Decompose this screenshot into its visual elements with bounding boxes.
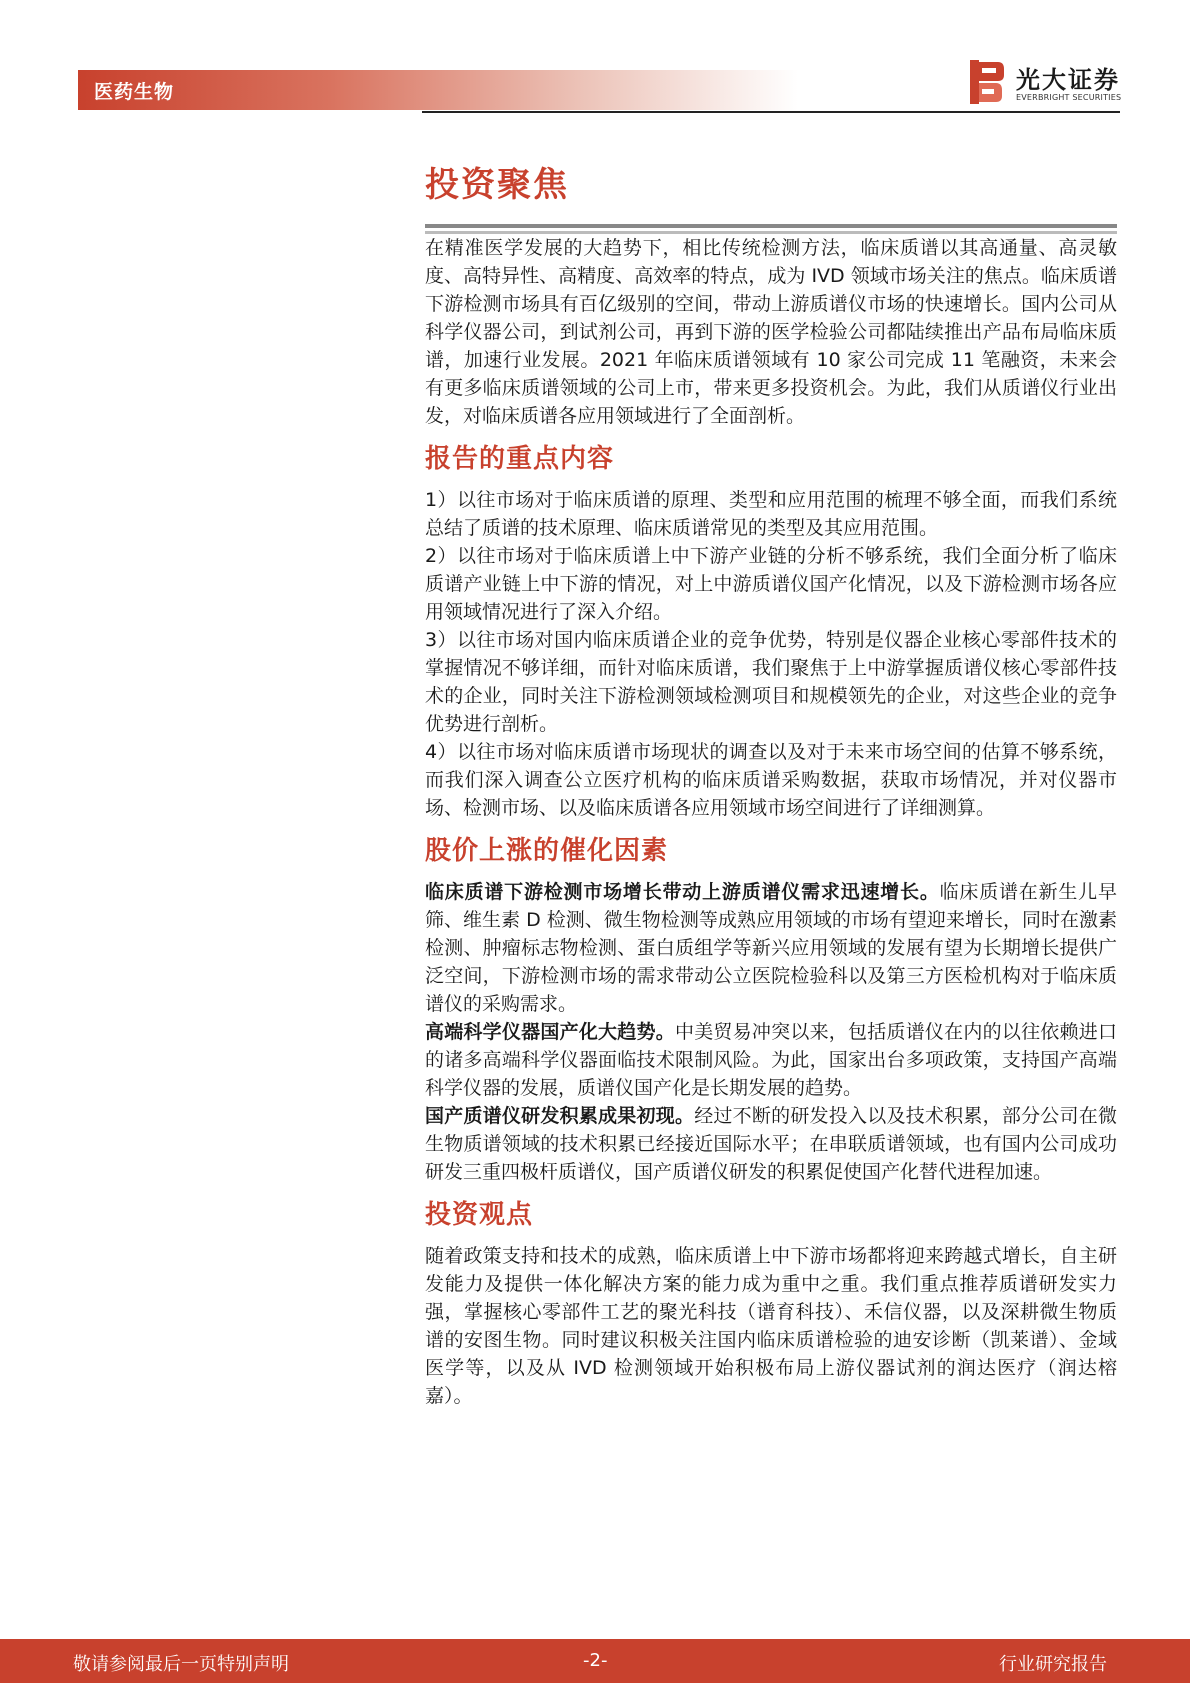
key-content-item: 4）以往市场对临床质谱市场现状的调查以及对于未来市场空间的估算不够系统，而我们深入调查公立医疗机构的临床质谱采购数据，获取市场情况，并对仪器市场、检测市场、以及临床质谱各应用领域市场空间进行了详细测算。: [425, 741, 1117, 819]
footer-disclaimer: 敬请参阅最后一页特别声明: [73, 1654, 289, 1675]
catalyst-lead: 临床质谱下游检测市场增长带动上游质谱仪需求迅速增长。: [425, 881, 940, 903]
report-body: [425, 160, 1117, 1410]
header-band: [78, 70, 798, 110]
catalyst-item: [425, 1018, 1117, 1102]
key-content-item: 1）以往市场对于临床质谱的原理、类型和应用范围的梳理不够全面，而我们系统总结了质谱的技术原理、临床质谱常见的类型及其应用范围。: [425, 489, 1117, 539]
investment-view-paragraph: 随着政策支持和技术的成熟，临床质谱上中下游市场都将迎来跨越式增长，自主研发能力及提供一体化解决方案的能力成为重中之重。我们重点推荐质谱研发实力强，掌握核心零部件工艺的聚光科技（谱育科技）、禾信仪器，以及深耕微生物质谱的安图生物。同时建议积极关注国内临床质谱检验的迪安诊断（凯莱谱）、金域医学等，以及从 IVD 检测领域开始积极布局上游仪器试剂的润达医疗（润达榕嘉）。: [425, 1245, 1117, 1407]
catalyst-item: [425, 1102, 1117, 1186]
catalyst-lead: 高端科学仪器国产化大趋势。: [425, 1021, 675, 1043]
catalyst-lead: 国产质谱仪研发积累成果初现。: [425, 1105, 695, 1127]
page-title: 投资聚焦: [425, 165, 569, 205]
everbright-logo: [968, 58, 1120, 106]
catalyst-text: 临床质谱在新生儿早筛、维生素 D 检测、微生物检测等成熟应用领域的市场有望迎来增长，同时在激素检测、肿瘤标志物检测、蛋白质组学等新兴应用领域的发展有望为长期增长提供广泛空间，下游检测市场的需求带动公立医院检验科以及第三方医检机构对于临床质谱仪的采购需求。: [425, 881, 1117, 1015]
page-number: -2-: [583, 1650, 608, 1671]
everbright-logo-icon: [968, 60, 1008, 104]
catalyst-text: 经过不断的研发投入以及技术积累，部分公司在微生物质谱领域的技术积累已经接近国际水平；在串联质谱领域，也有国内公司成功研发三重四极杆质谱仪，国产质谱仪研发的积累促使国产化替代进程加速。: [425, 1105, 1117, 1183]
title-divider: [425, 224, 1117, 228]
header-divider: [422, 111, 1120, 113]
section-title-investment-view: 投资观点: [425, 1200, 534, 1230]
page-footer: [0, 1639, 1190, 1683]
report-type: 行业研究报告: [999, 1654, 1107, 1675]
key-content-item: 2）以往市场对于临床质谱上中下游产业链的分析不够系统，我们全面分析了临床质谱产业链上中下游的情况，对上中游质谱仪国产化情况，以及下游检测市场各应用领域情况进行了深入介绍。: [425, 545, 1117, 623]
section-title-catalysts: 股价上涨的催化因素: [425, 836, 669, 866]
catalyst-item: [425, 878, 1117, 1018]
key-content-item: 3）以往市场对国内临床质谱企业的竞争优势，特别是仪器企业核心零部件技术的掌握情况不够详细，而针对临床质谱，我们聚焦于上中游掌握质谱仪核心零部件技术的企业，同时关注下游检测领域检测项目和规模领先的企业，对这些企业的竞争优势进行剖析。: [425, 629, 1117, 735]
catalyst-text: 中美贸易冲突以来，包括质谱仪在内的以往依赖进口的诸多高端科学仪器面临技术限制风险。为此，国家出台多项政策，支持国产高端科学仪器的发展，质谱仪国产化是长期发展的趋势。: [425, 1021, 1117, 1099]
sector-label: 医药生物: [94, 81, 175, 103]
intro-paragraph: 在精准医学发展的大趋势下，相比传统检测方法，临床质谱以其高通量、高灵敏度、高特异性、高精度、高效率的特点，成为 IVD 领域市场关注的焦点。临床质谱下游检测市场具有百亿级别的空间，带动上游质谱仪市场的快速增长。国内公司从科学仪器公司，到试剂公司，再到下游的医学检验公司都陆续推出产品布局临床质谱，加速行业发展。2021 年临床质谱领域有 10 家公司完成 11 笔融资，未来会有更多临床质谱领域的公司上市，带来更多投资机会。为此，我们从质谱仪行业出发，对临床质谱各应用领域进行了全面剖析。: [425, 237, 1117, 427]
logo-english-name: EVERBRIGHT SECURITIES: [1016, 93, 1122, 102]
section-title-key-content: 报告的重点内容: [425, 444, 615, 474]
logo-chinese-name: 光大证券: [1016, 66, 1120, 94]
